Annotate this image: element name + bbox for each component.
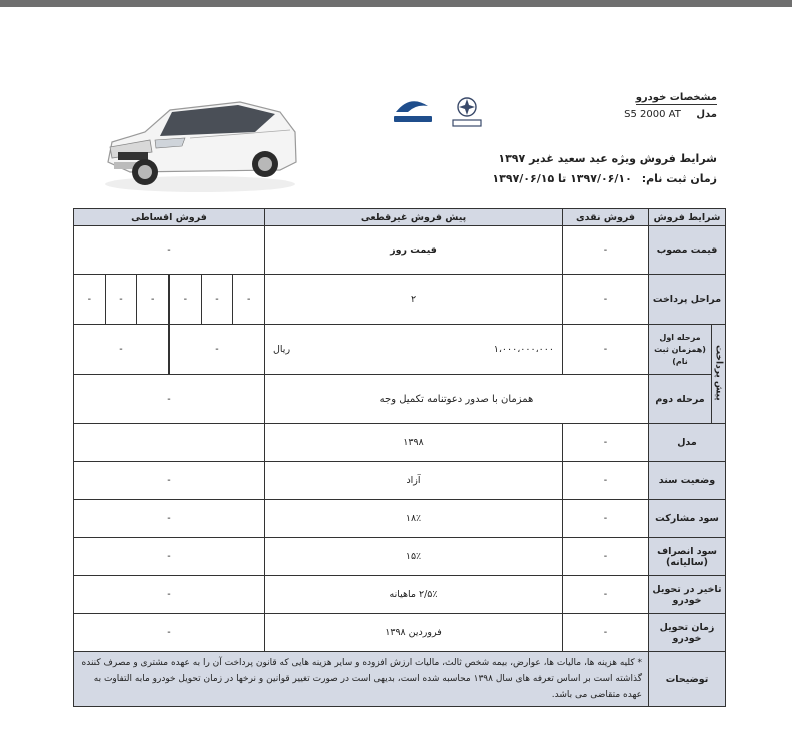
- header-installment: فروش اقساطی: [74, 209, 265, 226]
- kerman-motor-logo-icon: [392, 96, 434, 126]
- row-label-stage1: مرحله اول (همزمان ثبت نام): [649, 325, 712, 375]
- cell-model-installment: [74, 424, 265, 462]
- header-cash: فروش نقدی: [563, 209, 649, 226]
- cell-doc-installment: -: [74, 462, 265, 500]
- table-row: [74, 538, 726, 576]
- cell-stages-cash: -: [563, 275, 649, 325]
- cell-stage1-cash: -: [563, 325, 649, 375]
- cell-delay-cash: -: [563, 576, 649, 614]
- row-label-notes: توضیحات: [649, 652, 726, 707]
- notes-text: * کلیه هزینه ها، مالیات ها، عوارض، بیمه شخص ثالث، مالیات ارزش افزوده و سایر هزینه هایی که قانون پرداخت آن را به عهده مشتری و مصرف کننده گذاشته است بر اساس تعرفه های سال ۱۳۹۸ محاسبه شده است، بدیهی است در صورت تغییر قوانین و نرخها در زمان تحویل خودرو مابه التفاوت به عهده متقاضی می باشد.: [74, 652, 649, 707]
- model-value: S5 2000 AT: [624, 109, 681, 120]
- cell-delay-installment: -: [74, 576, 265, 614]
- cell-profit-cash: -: [563, 500, 649, 538]
- stage1-amount: ۱،۰۰۰،۰۰۰،۰۰۰: [493, 344, 554, 355]
- registration-label: زمان ثبت نام:: [641, 172, 717, 185]
- jac-logo-icon: [442, 96, 492, 128]
- registration-value: ۱۳۹۷/۰۶/۱۰ تا ۱۳۹۷/۰۶/۱۵: [492, 172, 632, 185]
- row-label-stages: مراحل پرداخت: [649, 275, 726, 325]
- table-row: [74, 652, 726, 707]
- table-row: [74, 275, 726, 325]
- cell-delay-presale: ۲/۵٪ ماهیانه: [265, 576, 563, 614]
- installment-stage-cell: -: [232, 275, 264, 324]
- cell-penalty-cash: -: [563, 538, 649, 576]
- table-row: [74, 325, 726, 375]
- cell-delivery-presale: فروردین ۱۳۹۸: [265, 614, 563, 652]
- header-conditions: شرایط فروش: [649, 209, 726, 226]
- installment-stage1-cell: -: [168, 325, 264, 374]
- cell-price-cash: -: [563, 226, 649, 275]
- table-row: [74, 614, 726, 652]
- cell-price-installment: -: [74, 226, 265, 275]
- model-row: [624, 109, 717, 120]
- car-photo: [90, 92, 300, 197]
- row-label-model: مدل: [649, 424, 726, 462]
- installment-stage-cell: -: [136, 275, 168, 324]
- installment-stage-cell: -: [105, 275, 137, 324]
- registration-row: [492, 172, 717, 185]
- cell-stages-presale: ۲: [265, 275, 563, 325]
- cell-stage2-installment: -: [74, 375, 265, 424]
- installment-stage1-cell: -: [119, 344, 123, 355]
- cell-delivery-cash: -: [563, 614, 649, 652]
- header-presale: پیش فروش غیرقطعی: [265, 209, 563, 226]
- prepay-group-label: پیش پرداخت: [712, 325, 726, 424]
- top-bar: [0, 0, 792, 7]
- installment-stage-cell: -: [168, 275, 201, 324]
- cell-price-presale: قیمت روز: [265, 226, 563, 275]
- cell-delivery-installment: -: [74, 614, 265, 652]
- row-label-profit: سود مشارکت: [649, 500, 726, 538]
- sales-conditions-table: [73, 208, 726, 707]
- row-label-delay: تاخیر در تحویل خودرو: [649, 576, 726, 614]
- cell-penalty-presale: ۱۵٪: [265, 538, 563, 576]
- stage1-unit: ریال: [273, 344, 291, 355]
- row-label-stage2: مرحله دوم: [649, 375, 712, 424]
- table-row: [74, 424, 726, 462]
- cell-doc-presale: آزاد: [265, 462, 563, 500]
- cell-stages-installment: [74, 275, 265, 325]
- table-row: [74, 375, 726, 424]
- cell-penalty-installment: -: [74, 538, 265, 576]
- table-row: [74, 576, 726, 614]
- installment-stage-cell: -: [201, 275, 233, 324]
- cell-stage2-presale: همزمان با صدور دعوتنامه تکمیل وجه: [265, 375, 649, 424]
- table-header-row: [74, 209, 726, 226]
- row-label-price: قیمت مصوب: [649, 226, 726, 275]
- cell-stage1-presale: [265, 325, 563, 375]
- spec-title: مشخصات خودرو: [635, 92, 717, 103]
- model-label: مدل: [696, 109, 717, 120]
- cell-stage1-installment: [74, 325, 265, 375]
- sale-title: شرایط فروش ویژه عید سعید غدیر ۱۳۹۷: [498, 152, 717, 165]
- row-label-penalty: سود انصراف (سالیانه): [649, 538, 726, 576]
- table-row: [74, 462, 726, 500]
- cell-doc-cash: -: [563, 462, 649, 500]
- installment-stage-cell: -: [87, 294, 92, 305]
- cell-model-presale: ۱۳۹۸: [265, 424, 563, 462]
- cell-model-cash: -: [563, 424, 649, 462]
- table-row: [74, 500, 726, 538]
- row-label-doc: وضعیت سند: [649, 462, 726, 500]
- cell-profit-presale: ۱۸٪: [265, 500, 563, 538]
- table-row: [74, 226, 726, 275]
- cell-profit-installment: -: [74, 500, 265, 538]
- row-label-delivery: زمان تحویل خودرو: [649, 614, 726, 652]
